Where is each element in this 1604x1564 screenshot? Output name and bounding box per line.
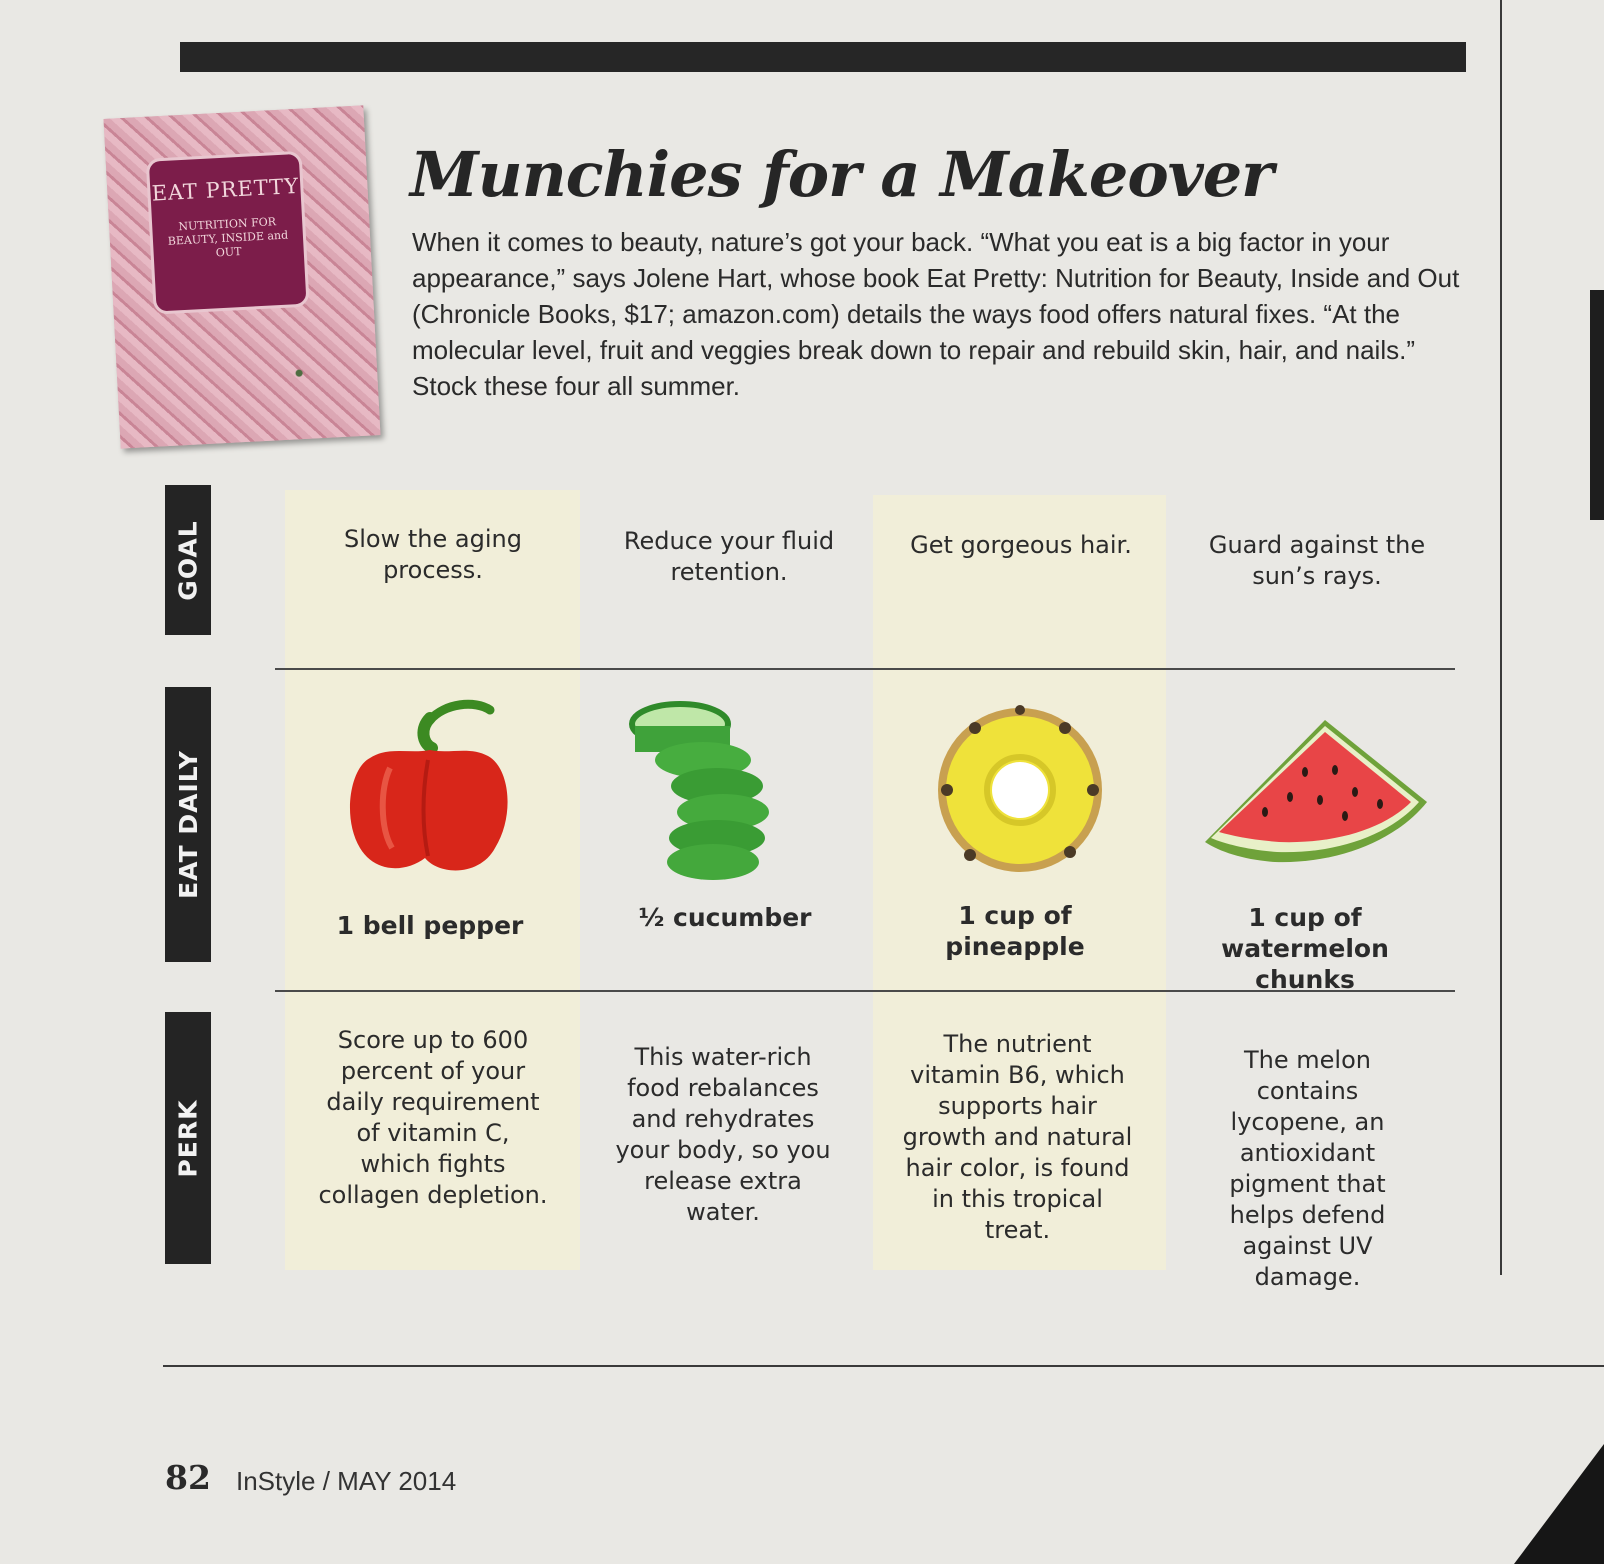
perk-cell: The nutrient vitamin B6, which supports hair growth and natural hair color, is found in this tropical treat. [902, 1030, 1133, 1244]
food-label: 1 cup of watermelon chunks [1221, 903, 1389, 994]
page-title: Munchies for a Makeover [410, 138, 1273, 211]
row-label-perk-text: PERK [173, 1098, 203, 1178]
row-divider [275, 668, 1455, 670]
row-label-perk [165, 1012, 211, 1264]
perk-cell: Score up to 600 percent of your daily requirement of vitamin C, which fights collagen depletion. [318, 1026, 548, 1209]
goal-cell: Slow the aging process. [344, 525, 522, 584]
intro-paragraph: When it comes to beauty, nature’s got your back. “What you eat is a big factor in your appearance,” says Jolene Hart, whose book Eat Pretty: Nutrition for Beauty, Inside and Out (Chronicle Books, $17; amazon.com) details the ways food offers natural fixes. “At the molecular level, fruit and veggies break down to repair and rebuild skin, hair, and nails.” Stock these four all summer. [412, 227, 1460, 401]
row-label-goal [165, 485, 211, 635]
page-number: 82 [165, 1458, 211, 1497]
bottom-rule [163, 1365, 1604, 1367]
page-corner-shadow [1514, 1444, 1604, 1564]
book-cover [104, 105, 381, 448]
perk-cell: The melon contains lycopene, an antioxidant pigment that helps defend against UV damage. [1229, 1046, 1386, 1291]
watermelon-slice-icon [1195, 712, 1435, 872]
top-rule [180, 42, 1466, 72]
page-edge-shadow [1590, 290, 1604, 520]
row-label-goal-text: GOAL [173, 519, 203, 601]
food-label: 1 bell pepper [336, 911, 524, 940]
book-subtitle: NUTRITION FOR BEAUTY, INSIDE and OUT [167, 215, 289, 260]
goal-cell: Get gorgeous hair. [910, 531, 1132, 559]
right-column-rule [1500, 0, 1502, 1275]
pineapple-ring-icon [925, 700, 1115, 880]
goal-cell: Guard against the sun’s rays. [1208, 531, 1426, 590]
bell-pepper-icon [330, 698, 530, 888]
book-cover-label [146, 151, 310, 315]
food-label: ½ cucumber [638, 903, 812, 932]
row-label-eat-daily [165, 687, 211, 962]
book-title: EAT PRETTY [151, 173, 300, 206]
publication-folio: InStyle / MAY 2014 [236, 1466, 457, 1496]
cucumber-icon [625, 700, 795, 890]
goal-cell: Reduce your fluid retention. [623, 527, 835, 586]
food-label: 1 cup of pineapple [945, 901, 1085, 961]
perk-cell: This water-rich food rebalances and rehydrates your body, so you release extra water. [615, 1043, 831, 1226]
row-label-eat-daily-text: EAT DAILY [173, 750, 203, 899]
